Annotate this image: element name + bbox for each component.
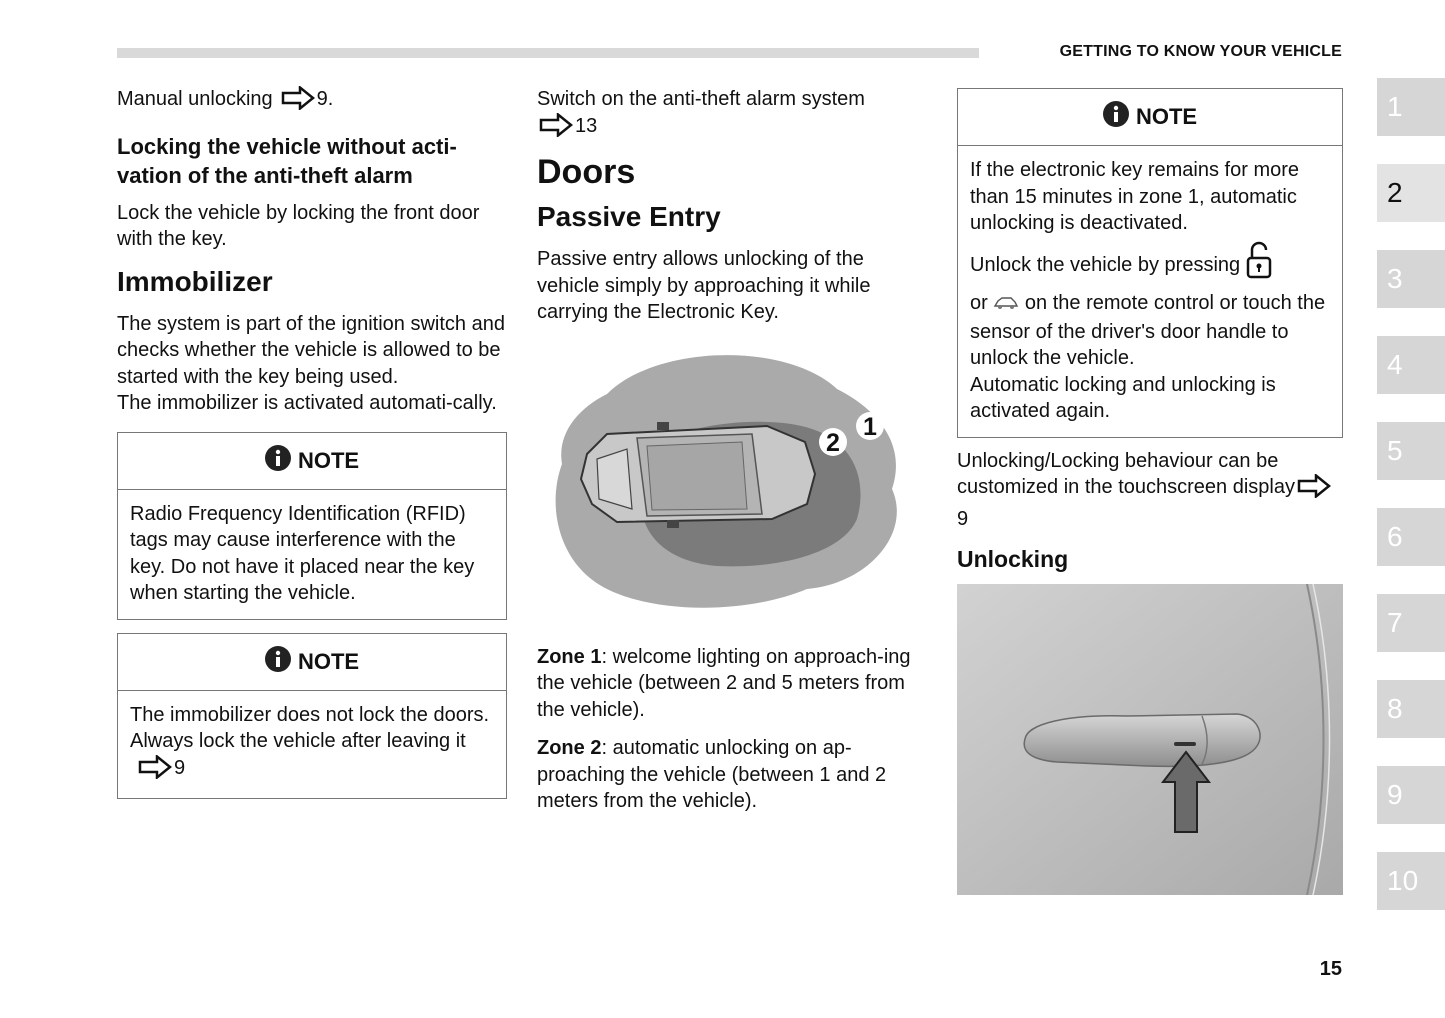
door-handle — [1024, 714, 1260, 766]
immobilizer-heading: Immobilizer — [117, 265, 273, 297]
info-icon — [1103, 101, 1129, 133]
unlock-padlock-icon — [1246, 241, 1272, 287]
svg-text:1: 1 — [863, 412, 877, 441]
note-body — [118, 490, 506, 619]
note-box-immobilizer — [117, 633, 507, 800]
note-header — [118, 433, 506, 490]
or-text: or — [970, 292, 988, 314]
customize-label: Unlocking/Locking behaviour can be customized in the touchscreen display — [957, 449, 1295, 498]
customize-ref[interactable]: 9 — [957, 507, 969, 530]
note-body — [118, 691, 506, 799]
immobilizer-text-2: The immobilizer is activated automati-cally. — [117, 392, 497, 414]
chapter-tab-4[interactable]: 4 — [1377, 336, 1445, 394]
remote-control-text: on the remote control or touch the sensor of the driver's door handle to unlock the vehicle. — [970, 292, 1326, 369]
note-title: NOTE — [297, 648, 360, 674]
manual-unlocking-label: Manual unlocking — [117, 88, 273, 110]
info-icon — [265, 445, 291, 477]
manual-unlocking-ref[interactable]: 9. — [316, 88, 334, 110]
customize-text — [957, 448, 1343, 533]
passive-entry-text: Passive entry allows unlocking of the vehicle simply by approaching it while carrying the Electronic Key. — [537, 248, 871, 323]
manual-unlocking-text — [117, 86, 507, 118]
chapter-tab-6[interactable]: 6 — [1377, 508, 1445, 566]
zone-2-label: Zone 2 — [537, 737, 602, 759]
zone-2-description — [537, 735, 922, 815]
note-header — [958, 89, 1342, 146]
section-title: GETTING TO KNOW YOUR VEHICLE — [1059, 43, 1342, 60]
reference-arrow-icon — [1297, 474, 1331, 506]
note-immobilizer-body: The immobilizer does not lock the doors. Always lock the vehicle after leaving it — [130, 703, 490, 752]
column-1 — [117, 86, 507, 799]
note-title: NOTE — [297, 447, 360, 473]
immobilizer-text-1: The system is part of the ignition switch and checks whether the vehicle is allowed to be started with the key being used. — [117, 312, 505, 388]
chapter-tab-7[interactable]: 7 — [1377, 594, 1445, 652]
chapter-tab-10[interactable]: 10 — [1377, 852, 1445, 910]
chapter-tab-2[interactable]: 2 — [1377, 164, 1445, 222]
chapter-tab-3[interactable]: 3 — [1377, 250, 1445, 308]
unlocking-heading: Unlocking — [957, 546, 1069, 572]
zone-1-label: Zone 1 — [537, 645, 602, 668]
passive-entry-heading: Passive Entry — [537, 201, 721, 232]
alarm-label: Switch on the anti-theft alarm system — [537, 88, 865, 110]
door-handle-figure — [957, 584, 1343, 895]
column-2 — [537, 86, 922, 815]
note-box-rfid — [117, 432, 507, 620]
note-body — [958, 146, 1342, 437]
note-box-auto-unlock — [957, 88, 1343, 438]
note-header — [118, 634, 506, 691]
chapter-tab-8[interactable]: 8 — [1377, 680, 1445, 738]
car-key-icon — [993, 292, 1019, 319]
note-auto-text-4: Automatic locking and unlocking is activated again. — [970, 373, 1276, 422]
locking-heading: Locking the vehicle without acti-vation of the anti-theft alarm — [117, 133, 457, 188]
chapter-tab-5[interactable]: 5 — [1377, 422, 1445, 480]
note-auto-text-2 — [970, 241, 1330, 287]
doors-heading: Doors — [537, 153, 636, 191]
page-number: 15 — [1319, 958, 1342, 980]
reference-arrow-icon — [138, 755, 172, 787]
chapter-tab-1[interactable]: 1 — [1377, 78, 1445, 136]
note-title: NOTE — [1135, 104, 1198, 129]
locking-text: Lock the vehicle by locking the front door with the key. — [117, 201, 480, 250]
zone-1-description — [537, 644, 922, 724]
alarm-ref[interactable]: 13 — [575, 114, 598, 137]
alarm-text — [537, 86, 922, 144]
note-auto-text-1: If the electronic key remains for more than 15 minutes in zone 1, automatic unlocking is deactivated. — [970, 159, 1300, 234]
note-auto-text-3 — [970, 290, 1330, 372]
chapter-tab-9[interactable]: 9 — [1377, 766, 1445, 824]
note-immobilizer-text — [130, 702, 494, 787]
zone-1-text: : welcome lighting on approach-ing the vehicle (between 2 and 5 meters from the vehicle). — [537, 645, 911, 721]
unlock-instruction: Unlock the vehicle by pressing — [970, 253, 1241, 276]
column-3 — [957, 88, 1343, 895]
note-immobilizer-ref[interactable]: 9 — [174, 756, 186, 779]
car-top-view — [581, 422, 815, 528]
note-rfid-text: Radio Frequency Identification (RFID) tags may cause interference with the key. Do not have it placed near the key when starting the vehicle. — [130, 502, 475, 604]
svg-text:2: 2 — [826, 428, 840, 457]
reference-arrow-icon — [539, 113, 573, 145]
header-bar — [117, 48, 979, 58]
zone-2-text: : automatic unlocking on ap-proaching the vehicle (between 1 and 2 meters from the vehicle). — [537, 737, 887, 812]
info-icon — [265, 646, 291, 678]
reference-arrow-icon — [281, 86, 315, 118]
passive-entry-zones-figure — [537, 334, 907, 624]
